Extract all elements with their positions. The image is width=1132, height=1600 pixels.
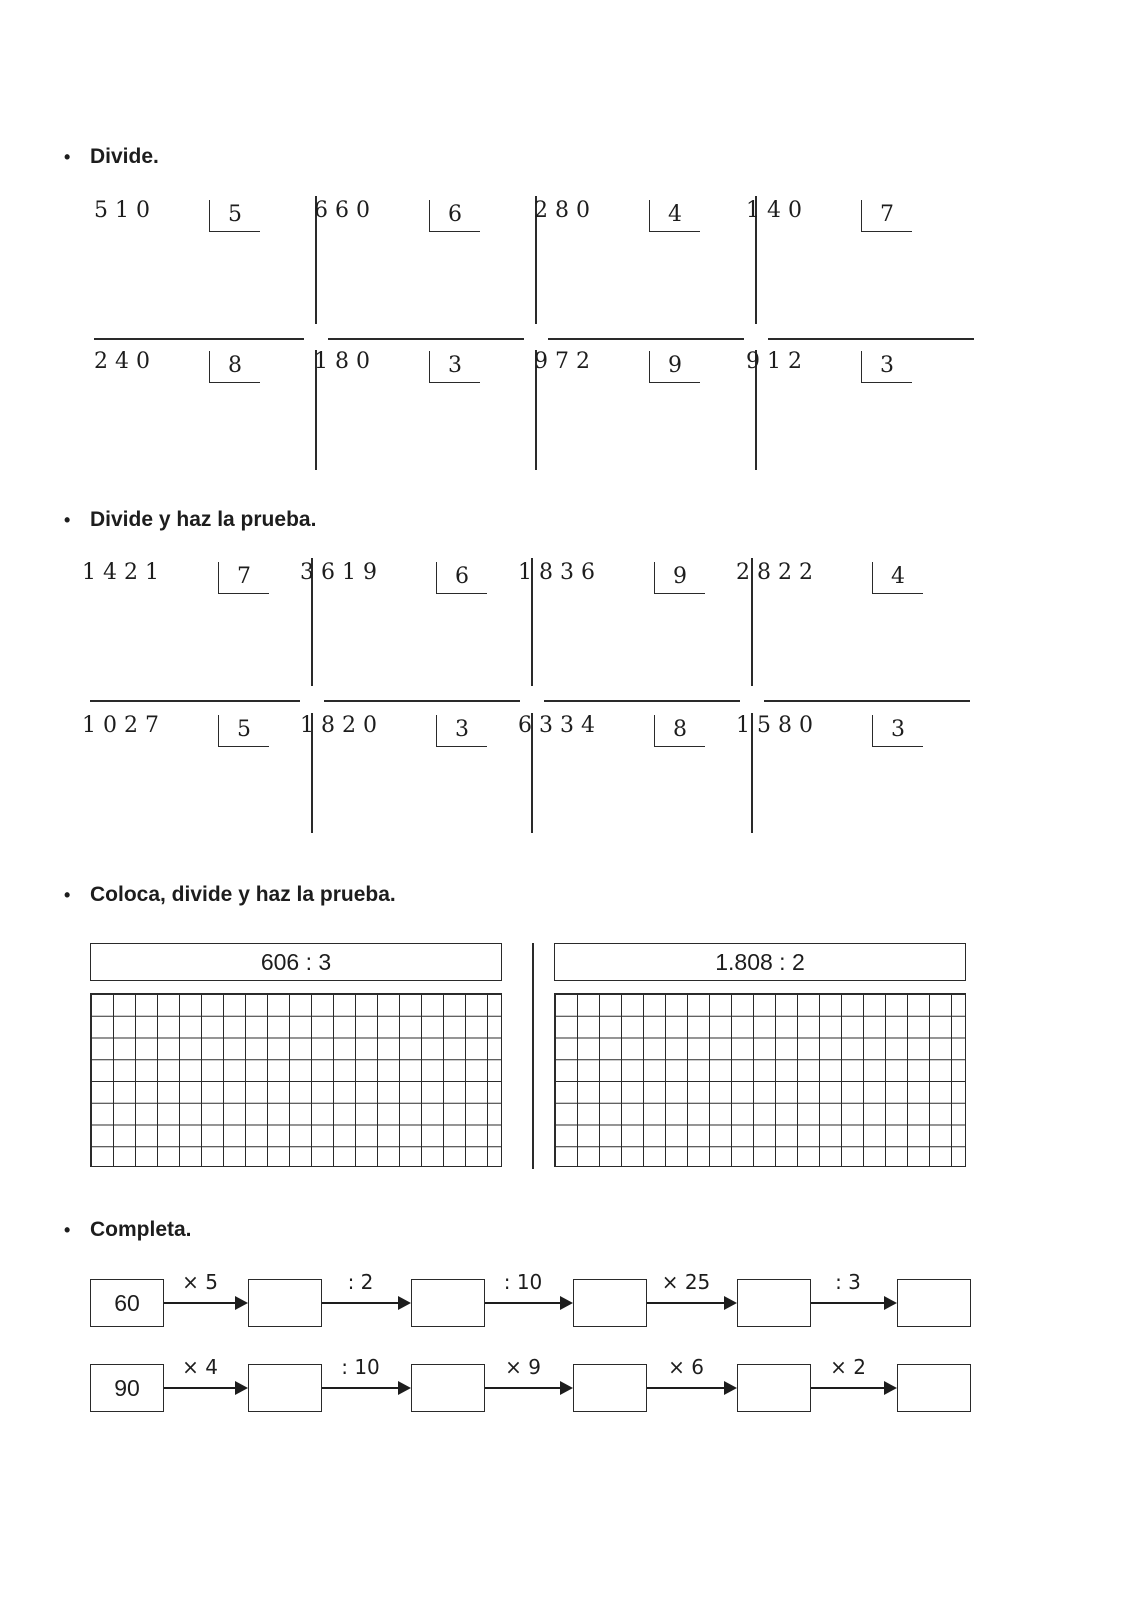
divisor: 4 <box>649 200 700 232</box>
answer-box[interactable] <box>897 1279 971 1327</box>
arrow-head-icon <box>724 1296 737 1310</box>
dividend: 6334 <box>518 713 602 738</box>
bullet-icon: • <box>64 885 71 905</box>
dividend: 1421 <box>82 560 166 585</box>
dividend: 510 <box>94 198 157 223</box>
dividend: 3619 <box>300 560 384 585</box>
divisor: 5 <box>218 715 269 747</box>
dividend: 660 <box>314 198 377 223</box>
divisor: 3 <box>429 351 480 383</box>
arrow-head-icon <box>235 1296 248 1310</box>
operation-label: : 10 <box>341 1355 380 1379</box>
dividend: 912 <box>746 349 809 374</box>
dividend: 180 <box>314 349 377 374</box>
start-value-box: 60 <box>90 1279 164 1327</box>
dividend: 972 <box>534 349 597 374</box>
operation-label: × 4 <box>182 1355 218 1379</box>
dividend: 1027 <box>82 713 166 738</box>
answer-box[interactable] <box>897 1364 971 1412</box>
operation-arrow <box>647 1355 737 1395</box>
dividend: 280 <box>534 198 597 223</box>
answer-box[interactable] <box>411 1364 485 1412</box>
arrow-head-icon <box>560 1296 573 1310</box>
divider-line <box>532 943 534 1169</box>
operation-label: : 2 <box>347 1270 374 1294</box>
operation-label: : 10 <box>503 1270 543 1294</box>
divisor: 9 <box>654 562 705 594</box>
divider-line <box>328 338 524 340</box>
operation-label: : 3 <box>835 1270 861 1294</box>
arrow-head-icon <box>398 1296 411 1310</box>
arrow-head-icon <box>884 1381 897 1395</box>
arrow-shaft <box>164 1387 236 1389</box>
operation-arrow <box>322 1355 411 1395</box>
section-heading-divide <box>64 145 159 169</box>
operation-label: × 5 <box>182 1270 218 1294</box>
section-title: Divide. <box>90 145 159 168</box>
divisor: 9 <box>649 351 700 383</box>
divider-line <box>544 700 740 702</box>
arrow-shaft <box>647 1302 725 1304</box>
bullet-icon: • <box>64 1220 71 1240</box>
work-grid[interactable] <box>554 993 966 1167</box>
operation-arrow <box>164 1270 248 1310</box>
section-heading-place-divide <box>64 883 396 907</box>
arrow-shaft <box>485 1302 561 1304</box>
start-value-box: 90 <box>90 1364 164 1412</box>
dividend: 140 <box>746 198 809 223</box>
answer-box[interactable] <box>573 1279 647 1327</box>
dividend: 1580 <box>736 713 820 738</box>
arrow-head-icon <box>398 1381 411 1395</box>
operation-box: 1.808 : 2 <box>554 943 966 981</box>
operation-label: × 2 <box>830 1355 866 1379</box>
arrow-shaft <box>322 1302 399 1304</box>
dividend: 240 <box>94 349 157 374</box>
arrow-head-icon <box>884 1296 897 1310</box>
section-heading-divide-test <box>64 508 316 532</box>
divisor: 3 <box>861 351 912 383</box>
divisor: 7 <box>861 200 912 232</box>
arrow-shaft <box>811 1387 885 1389</box>
divider-line <box>324 700 520 702</box>
section-heading-complete <box>64 1218 192 1242</box>
divisor: 8 <box>209 351 260 383</box>
operation-box: 606 : 3 <box>90 943 502 981</box>
divisor: 6 <box>436 562 487 594</box>
divider-line <box>548 338 744 340</box>
dividend: 2822 <box>736 560 820 585</box>
operation-arrow <box>647 1270 737 1310</box>
divider-line <box>94 338 304 340</box>
operation-arrow <box>322 1270 411 1310</box>
operation-arrow <box>485 1355 573 1395</box>
arrow-shaft <box>647 1387 725 1389</box>
divider-line <box>90 700 300 702</box>
answer-box[interactable] <box>248 1279 322 1327</box>
divisor: 8 <box>654 715 705 747</box>
dividend: 1820 <box>300 713 384 738</box>
divisor: 3 <box>436 715 487 747</box>
answer-box[interactable] <box>737 1364 811 1412</box>
bullet-icon: • <box>64 510 71 530</box>
divisor: 6 <box>429 200 480 232</box>
operation-arrow <box>811 1270 897 1310</box>
operation-arrow <box>485 1270 573 1310</box>
arrow-shaft <box>164 1302 236 1304</box>
divisor: 7 <box>218 562 269 594</box>
operation-arrow <box>164 1355 248 1395</box>
divisor: 3 <box>872 715 923 747</box>
work-grid[interactable] <box>90 993 502 1167</box>
operation-label: × 9 <box>505 1355 541 1379</box>
section-title: Coloca, divide y haz la prueba. <box>90 883 396 906</box>
operation-arrow <box>811 1355 897 1395</box>
section-title: Divide y haz la prueba. <box>90 508 317 531</box>
arrow-head-icon <box>560 1381 573 1395</box>
bullet-icon: • <box>64 147 71 167</box>
arrow-shaft <box>485 1387 561 1389</box>
arrow-shaft <box>322 1387 399 1389</box>
divider-line <box>764 700 970 702</box>
arrow-shaft <box>811 1302 885 1304</box>
answer-box[interactable] <box>248 1364 322 1412</box>
answer-box[interactable] <box>737 1279 811 1327</box>
arrow-head-icon <box>724 1381 737 1395</box>
operation-label: × 25 <box>661 1270 711 1294</box>
divisor: 5 <box>209 200 260 232</box>
answer-box[interactable] <box>411 1279 485 1327</box>
divisor: 4 <box>872 562 923 594</box>
operation-label: × 6 <box>668 1355 704 1379</box>
section-title: Completa. <box>90 1218 192 1241</box>
arrow-head-icon <box>235 1381 248 1395</box>
answer-box[interactable] <box>573 1364 647 1412</box>
divider-line <box>768 338 974 340</box>
dividend: 1836 <box>518 560 602 585</box>
